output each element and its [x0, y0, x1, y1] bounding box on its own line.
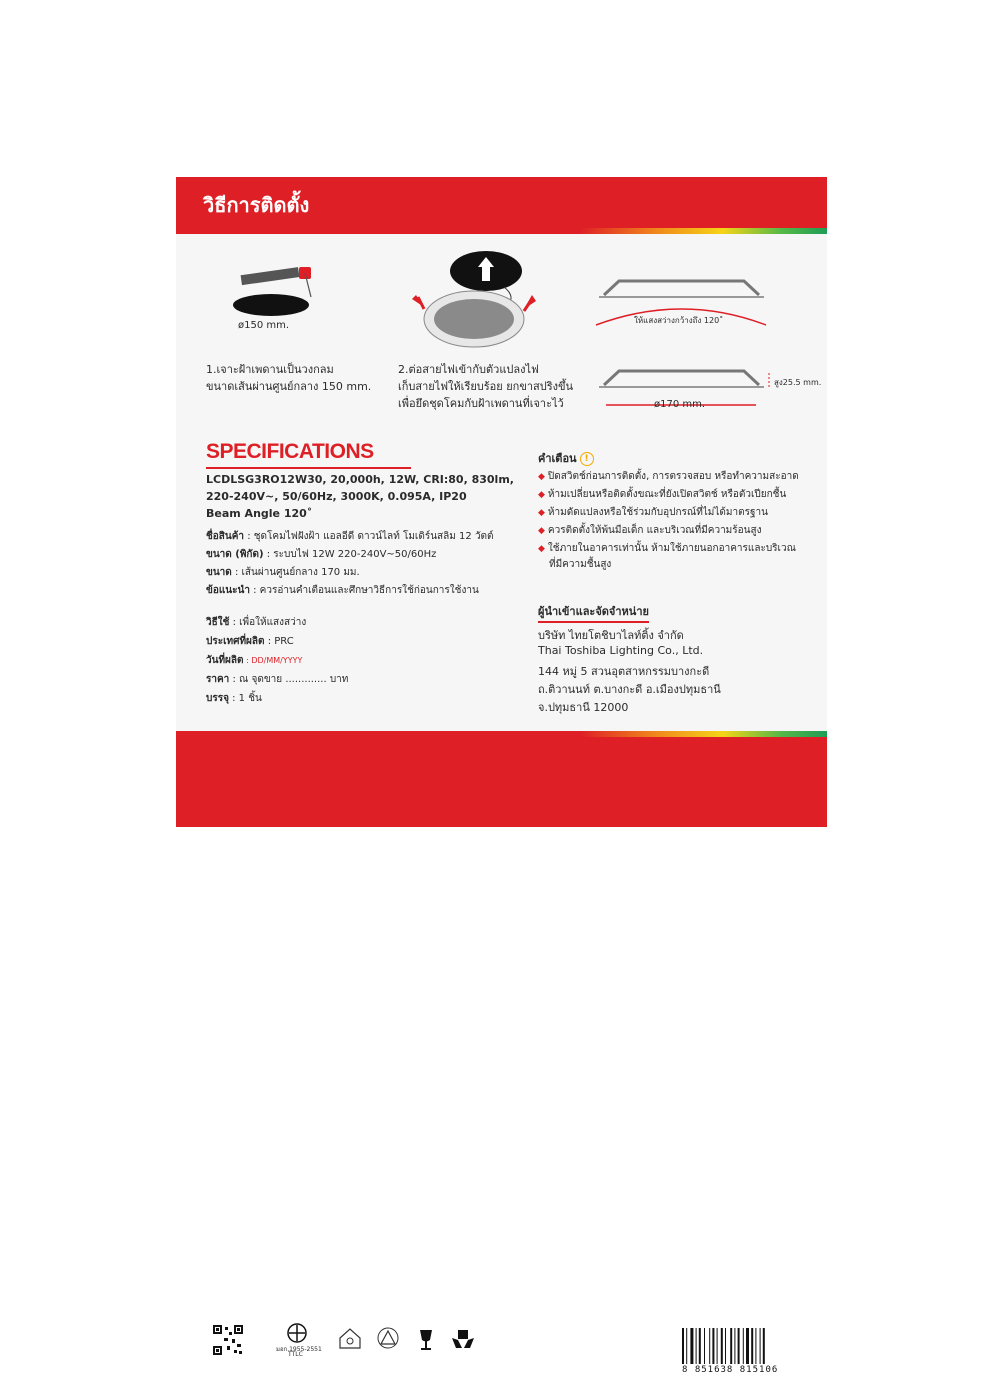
spec-row: ประเทศที่ผลิต : PRC [206, 636, 294, 647]
barcode-bar [763, 1328, 765, 1364]
spec-line-1: LCDLSG3RO12W30, 20,000h, 12W, CRI:80, 830lm, [206, 473, 514, 486]
importer-line: บริษัท ไทยโตชิบาไลท์ติ้ง จำกัด [538, 629, 684, 642]
footer-bar [176, 737, 827, 1375]
warning-item: ◆ ควรติดตั้งให้พ้นมือเด็ก และบริเวณที่มีความร้อนสูง [538, 525, 762, 536]
barcode-bar [717, 1328, 718, 1364]
diameter-label: ø170 mm. [654, 399, 706, 410]
warning-item: ◆ ปิดสวิตช์ก่อนการติดตั้ง, การตรวจสอบ หรือทำความสะอาด [538, 471, 799, 482]
warning-icon: ! [580, 452, 594, 466]
importer-line: ถ.ติวานนท์ ต.บางกะดี อ.เมืองปทุมธานี [538, 683, 721, 696]
step2-text-1: 2.ต่อสายไฟเข้ากับตัวแปลงไฟ [398, 363, 539, 376]
warning-item: ◆ ห้ามดัดแปลงหรือใช้ร่วมกับอุปกรณ์ที่ไม่ได้มาตรฐาน [538, 507, 768, 518]
spec-row: วันที่ผลิต : DD/MM/YYYY [206, 655, 303, 666]
spec-row: ขนาด : เส้นผ่านศูนย์กลาง 170 มม. [206, 567, 360, 578]
barcode-bar [704, 1328, 705, 1364]
barcode [678, 1325, 807, 1379]
barcode-bar [682, 1328, 684, 1364]
warning-title: คำเตือน ! [538, 449, 594, 467]
qr-code-icon [212, 1324, 244, 1356]
importer-line: Thai Toshiba Lighting Co., Ltd. [538, 644, 704, 657]
importer-title: ผู้นำเข้าและจัดจำหน่าย [538, 602, 649, 623]
page-title: วิธีการติดตั้ง [203, 193, 310, 217]
step2-text-3: เพื่อยึดชุดโคมกับฝ้าเพดานที่เจาะไว้ [398, 397, 564, 410]
barcode-bar [709, 1328, 710, 1364]
spec-row: บรรจุ : 1 ชิ้น [206, 693, 262, 704]
spec-row: ราคา : ณ จุดขาย ............. บาท [206, 674, 349, 685]
tis-number: มอก.1955-2551 [276, 1346, 322, 1353]
spec-row: ชื่อสินค้า : ชุดโคมไฟฝังฝ้า แอลอีดี ดาวน์ไลท์ โมเดิร์นสลิม 12 วัตต์ [206, 531, 494, 542]
rainbow-stripe-top [176, 228, 827, 234]
tis-sub: TTLC [288, 1351, 303, 1358]
beam-angle-label: ให้แสงสว่างกว้างถึง 120˚ [634, 316, 724, 325]
barcode-bar [712, 1328, 714, 1364]
warning-item-cont: ที่มีความชื้นสูง [549, 559, 612, 570]
barcode-bar [686, 1328, 687, 1364]
package-panel [176, 177, 827, 1375]
barcode-bar [760, 1328, 761, 1364]
spring-clip-illustration [404, 249, 544, 349]
indoor-use-icon [338, 1326, 362, 1350]
spec-line-2: 220-240V~, 50/60Hz, 3000K, 0.095A, IP20 [206, 490, 467, 503]
barcode-bar [734, 1328, 735, 1364]
warning-item: ◆ ใช้ภายในอาคารเท่านั้น ห้ามใช้ภายนอกอาคารและบริเวณ [538, 543, 796, 554]
safety-triangle-icon [376, 1326, 400, 1350]
fragile-glass-icon [416, 1328, 436, 1352]
barcode-bar [721, 1328, 723, 1364]
barcode-number: 8 851638 815106 [682, 1365, 779, 1375]
barcode-bar [725, 1328, 726, 1364]
spec-line-3: Beam Angle 120˚ [206, 507, 313, 520]
barcode-bar [738, 1328, 740, 1364]
barcode-bar [690, 1328, 693, 1364]
tis-mark-icon [286, 1322, 308, 1344]
specifications-underline [206, 467, 411, 469]
barcode-bar [743, 1328, 744, 1364]
step2-text-2: เก็บสายไฟให้เรียบร้อย ยกขาสปริงขึ้น [398, 380, 574, 393]
specifications-title: SPECIFICATIONS [206, 440, 374, 463]
step1-text-2: ขนาดเส้นผ่านศูนย์กลาง 150 mm. [206, 380, 372, 393]
spec-row: ข้อแนะนำ : ควรอ่านคำเตือนและศึกษาวิธีการใช้ก่อนการใช้งาน [206, 585, 479, 596]
spec-row: ขนาด (พิกัด) : ระบบไฟ 12W 220-240V~50/60Hz [206, 549, 437, 560]
importer-line: จ.ปทุมธานี 12000 [538, 701, 629, 714]
step1-text-1: 1.เจาะฝ้าเพดานเป็นวงกลม [206, 363, 334, 376]
barcode-bar [696, 1328, 697, 1364]
handle-with-care-icon [450, 1326, 476, 1352]
certification-panel [208, 1320, 480, 1360]
barcode-bar [730, 1328, 732, 1364]
barcode-bar [746, 1328, 749, 1364]
spec-row: วิธีใช้ : เพื่อให้แสงสว่าง [206, 617, 307, 628]
header-bar [176, 177, 827, 228]
hole-diameter-label: ø150 mm. [238, 320, 290, 331]
warning-item: ◆ ห้ามเปลี่ยนหรือติดตั้งขณะที่ยังเปิดสวิตช์ หรือตัวเปียกชื้น [538, 489, 787, 500]
barcode-bar [751, 1328, 753, 1364]
height-label: สูง25.5 mm. [774, 378, 822, 387]
barcode-bar [755, 1328, 756, 1364]
importer-line: 144 หมู่ 5 สวนอุตสาหกรรมบางกะดี [538, 665, 710, 678]
barcode-bar [699, 1328, 701, 1364]
barcode-bars [682, 1328, 803, 1364]
